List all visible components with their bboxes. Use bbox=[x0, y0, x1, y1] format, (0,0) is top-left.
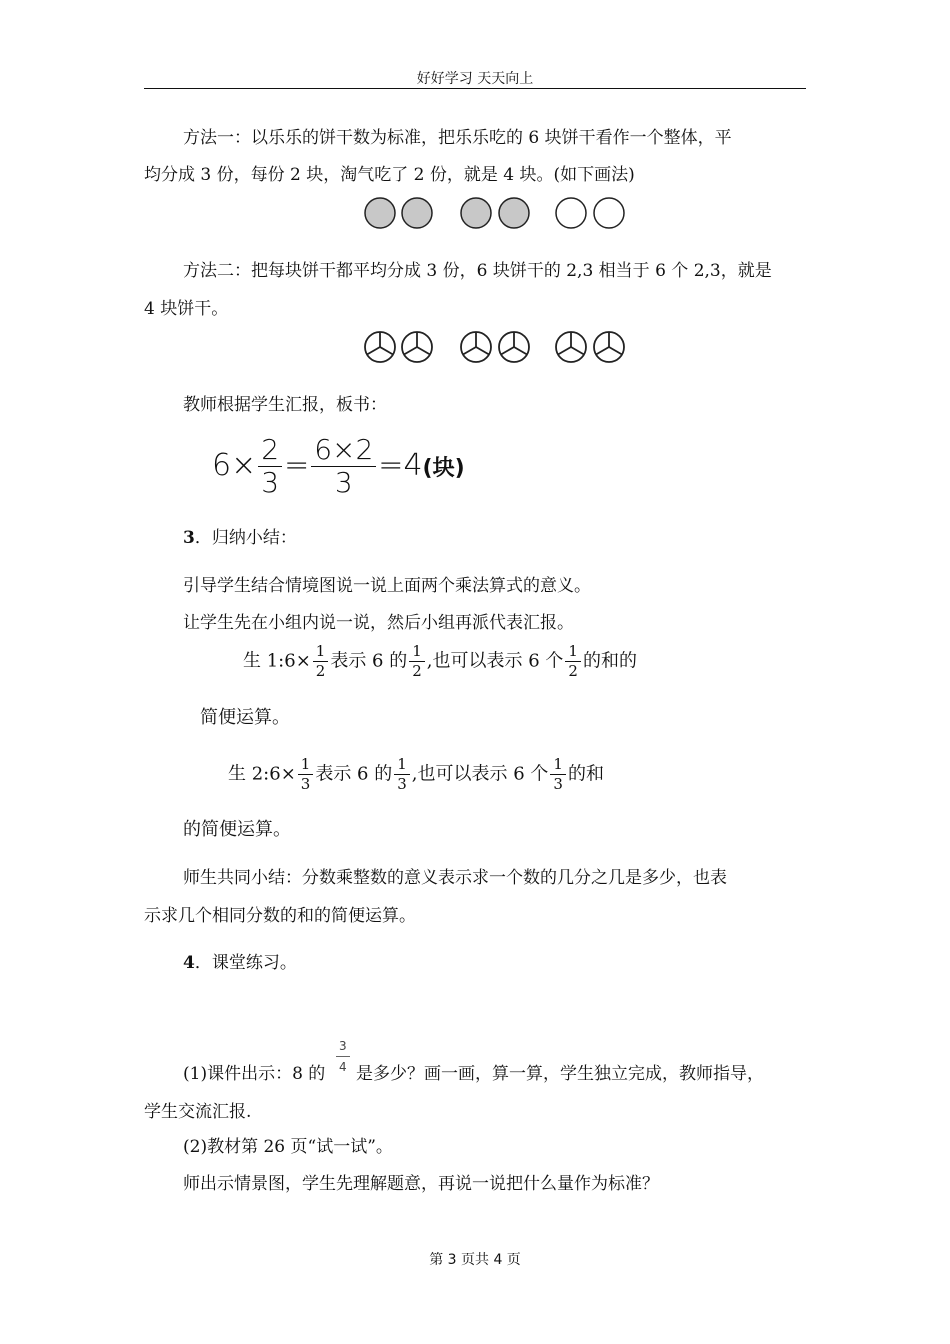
section4-heading bbox=[183, 953, 297, 973]
student2-frac-a-num: 1 bbox=[298, 757, 314, 775]
cookie-whole-6 bbox=[594, 198, 624, 228]
formula-fraction-2 bbox=[311, 433, 376, 499]
cookie-whole-5 bbox=[556, 198, 586, 228]
formula-unit: (块) bbox=[422, 456, 465, 481]
section4-title: ．课堂练习。 bbox=[194, 953, 297, 973]
section3-heading bbox=[183, 528, 297, 548]
student2-frac-a-den: 3 bbox=[300, 775, 311, 793]
method2-line1: 方法二：把每块饼干都平均分成 3 份，6 块饼干的 2,3 相当于 6 个 2,3，就是 bbox=[183, 261, 772, 281]
student2-frac-c-den: 3 bbox=[553, 775, 563, 793]
page-header: 好好学习 天天向上 bbox=[416, 71, 534, 87]
student1-frac-b-den: 2 bbox=[412, 662, 422, 680]
formula-equals-2: = bbox=[378, 448, 404, 483]
student1-frac-a-den: 2 bbox=[315, 662, 326, 680]
cookie-whole-3 bbox=[461, 198, 491, 228]
student2-suffix: 的和 bbox=[567, 763, 604, 785]
formula-times: × bbox=[231, 448, 257, 483]
exercise1-line2: 学生交流汇报. bbox=[144, 1102, 252, 1122]
student1-fraction-c bbox=[565, 644, 581, 679]
formula-f2-den: 3 bbox=[334, 466, 353, 499]
method2-line2: 4 块饼干。 bbox=[144, 299, 229, 319]
student2-fraction-a bbox=[298, 757, 314, 792]
student1-frac-b-num: 1 bbox=[409, 644, 425, 662]
exercise1-before: (1)课件出示：8 的 bbox=[183, 1064, 326, 1084]
cookie-whole-4 bbox=[499, 198, 529, 228]
section4-number: 4 bbox=[183, 953, 195, 973]
section3-title: ．归纳小结： bbox=[194, 528, 297, 548]
student1-frac-a-num: 1 bbox=[313, 644, 329, 662]
cookie-thirds-6 bbox=[594, 332, 624, 362]
formula-f1-num: 2 bbox=[258, 436, 282, 467]
student2-frac-b-num: 1 bbox=[394, 757, 410, 775]
formula-equals-1: = bbox=[284, 448, 310, 483]
student1-frac-c-den: 2 bbox=[568, 662, 578, 680]
formula-f2-num: 6×2 bbox=[311, 436, 376, 467]
page-footer: 第 3 页共 4 页 bbox=[429, 1252, 521, 1268]
student1-fraction-b bbox=[409, 644, 425, 679]
teacher-note: 教师根据学生汇报，板书： bbox=[183, 395, 387, 415]
student2-frac-b-den: 3 bbox=[397, 775, 407, 793]
cookie-thirds-4 bbox=[499, 332, 529, 362]
cookie-whole-1 bbox=[365, 198, 395, 228]
cookie-thirds-1 bbox=[365, 332, 395, 362]
exercise1-frac-den: 4 bbox=[339, 1060, 347, 1074]
student1-prefix: 生 1:6× bbox=[243, 650, 311, 672]
student1-fraction-a bbox=[313, 644, 329, 679]
student2-line bbox=[228, 757, 604, 792]
formula-multiplicand: 6 bbox=[212, 448, 232, 483]
exercise3-line: 师出示情景图，学生先理解题意，再说一说把什么量作为标准？ bbox=[183, 1174, 659, 1194]
student2-frac-c-num: 1 bbox=[550, 757, 566, 775]
method1-line1: 方法一：以乐乐的饼干数为标准，把乐乐吃的 6 块饼干看作一个整体，平 bbox=[183, 128, 732, 148]
student2-mid2: ,也可以表示 6 个 bbox=[411, 763, 549, 785]
student2-prefix: 生 2:6× bbox=[228, 763, 296, 785]
formula-fraction-1 bbox=[258, 433, 282, 499]
student1-continuation: 简便运算。 bbox=[200, 707, 290, 728]
exercise1-frac-num: 3 bbox=[336, 1040, 350, 1057]
student1-mid2: ,也可以表示 6 个 bbox=[426, 650, 564, 672]
formula-result: 4 bbox=[403, 448, 423, 483]
student1-mid1: 表示 6 的 bbox=[330, 650, 408, 672]
board-formula bbox=[212, 433, 465, 499]
exercise1-after: 是多少？画一画，算一算，学生独立完成，教师指导， bbox=[356, 1064, 764, 1084]
cookie-whole-2 bbox=[402, 198, 432, 228]
group-line: 让学生先在小组内说一说，然后小组再派代表汇报。 bbox=[183, 613, 574, 633]
guide-line: 引导学生结合情境图说一说上面两个乘法算式的意义。 bbox=[183, 576, 591, 596]
cookie-thirds-2 bbox=[402, 332, 432, 362]
exercise2-line: (2)教材第 26 页“试一试”。 bbox=[183, 1137, 393, 1157]
cookie-thirds-5 bbox=[556, 332, 586, 362]
student1-suffix: 的和的 bbox=[582, 650, 637, 672]
student2-continuation: 的简便运算。 bbox=[183, 819, 291, 840]
student1-line bbox=[243, 644, 637, 679]
exercise1-fraction bbox=[336, 1040, 350, 1073]
cookie-thirds-3 bbox=[461, 332, 491, 362]
section3-number: 3 bbox=[183, 528, 195, 548]
student1-frac-c-num: 1 bbox=[565, 644, 581, 662]
student2-mid1: 表示 6 的 bbox=[315, 763, 393, 785]
summary-line1: 师生共同小结：分数乘整数的意义表示求一个数的几分之几是多少，也表 bbox=[183, 868, 727, 888]
student2-fraction-b bbox=[394, 757, 410, 792]
student2-fraction-c bbox=[550, 757, 566, 792]
formula-f1-den: 3 bbox=[261, 466, 280, 499]
method1-line2: 均分成 3 份，每份 2 块，淘气吃了 2 份，就是 4 块。(如下画法) bbox=[144, 165, 635, 185]
summary-line2: 示求几个相同分数的和的简便运算。 bbox=[144, 906, 416, 926]
